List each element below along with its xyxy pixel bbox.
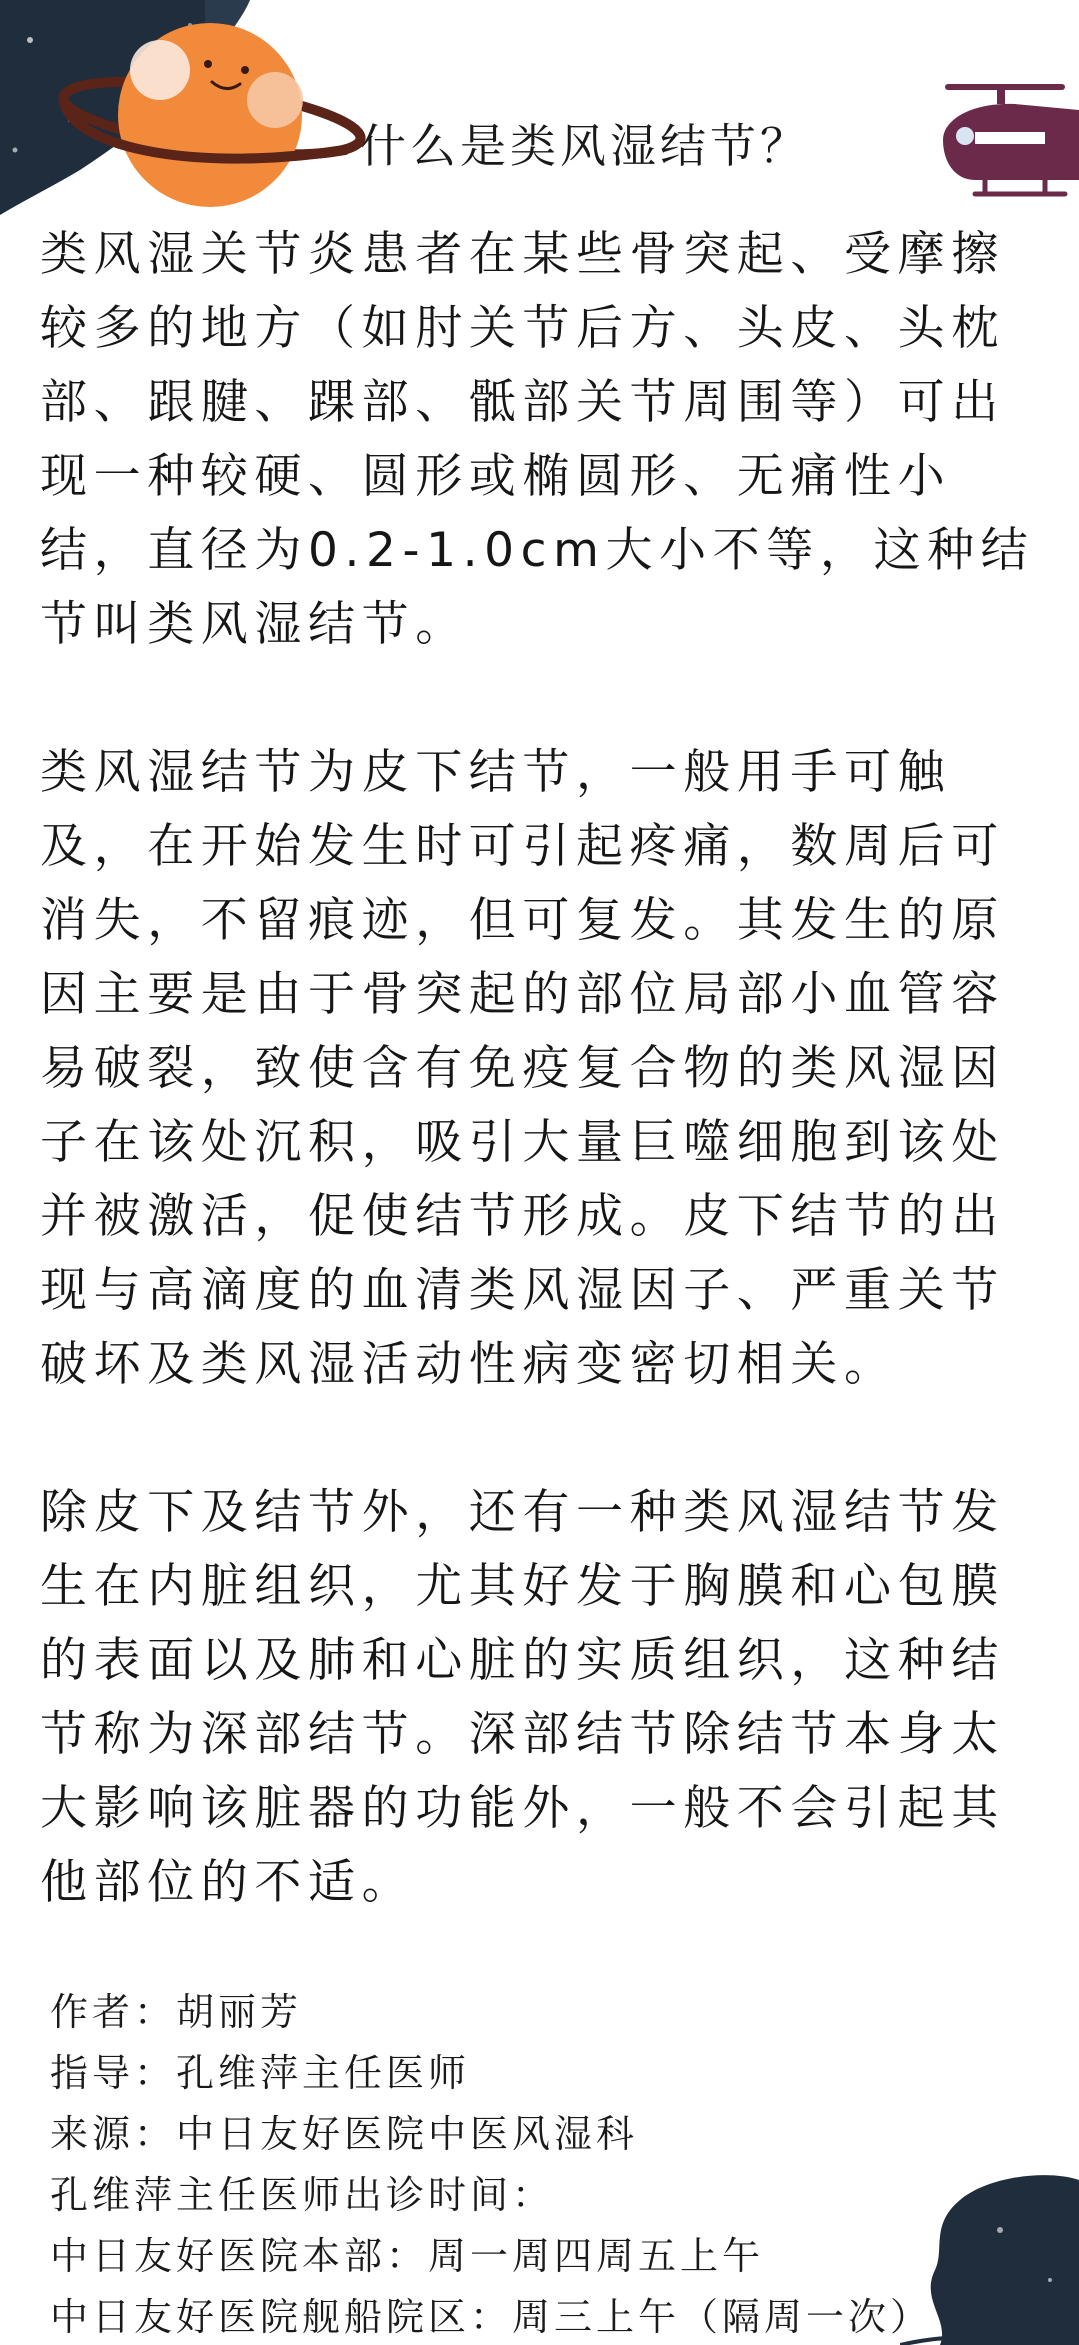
page-title: 什么是类风湿结节？ bbox=[360, 119, 810, 173]
helicopter-icon bbox=[935, 70, 1079, 200]
author-line: 作者：胡丽芳 bbox=[50, 1990, 303, 2034]
credits-block bbox=[50, 1982, 1070, 2345]
planet-icon bbox=[0, 0, 400, 240]
paragraph-deep-nodules: 除皮下及结节外，还有一种类风湿结节发生在内脏组织，尤其好发于胸膜和心包膜的表面以及肺和心脏的实质组织，这种结节称为深部结节。深部结节除结节本身太大影响该脏器的功能外，一般不会引起其他部位的不适。 bbox=[40, 1485, 1005, 1910]
source-line: 来源：中日友好医院中医风湿科 bbox=[50, 2112, 639, 2156]
clinic-hours-main-campus: 中日友好医院本部：周一周四周五上午 bbox=[50, 2234, 765, 2278]
paragraph-definition: 类风湿关节炎患者在某些骨突起、受摩擦较多的地方（如肘关节后方、头皮、头枕部、跟腱、踝部、骶部关节周围等）可出现一种较硬、圆形或椭圆形、无痛性小结，直径为0.2-1.0cm大小不等，这种结节叫类风湿结节。 bbox=[40, 227, 1035, 652]
supervisor-line: 指导：孔维萍主任医师 bbox=[50, 2051, 471, 2095]
clinic-hours-branch-campus: 中日友好医院舰船院区：周三上午（隔周一次） bbox=[50, 2295, 933, 2339]
paragraph-subcutaneous-nodules: 类风湿结节为皮下结节，一般用手可触及，在开始发生时可引起疼痛，数周后可消失，不留痕迹，但可复发。其发生的原因主要是由于骨突起的部位局部小血管容易破裂，致使含有免疫复合物的类风湿因子在该处沉积，吸引大量巨噬细胞到该处并被激活，促使结节形成。皮下结节的出现与高滴度的血清类风湿因子、严重关节破坏及类风湿活动性病变密切相关。 bbox=[40, 745, 1005, 1392]
clinic-hours-heading: 孔维萍主任医师出诊时间： bbox=[50, 2173, 555, 2217]
article-body bbox=[40, 218, 1040, 1920]
